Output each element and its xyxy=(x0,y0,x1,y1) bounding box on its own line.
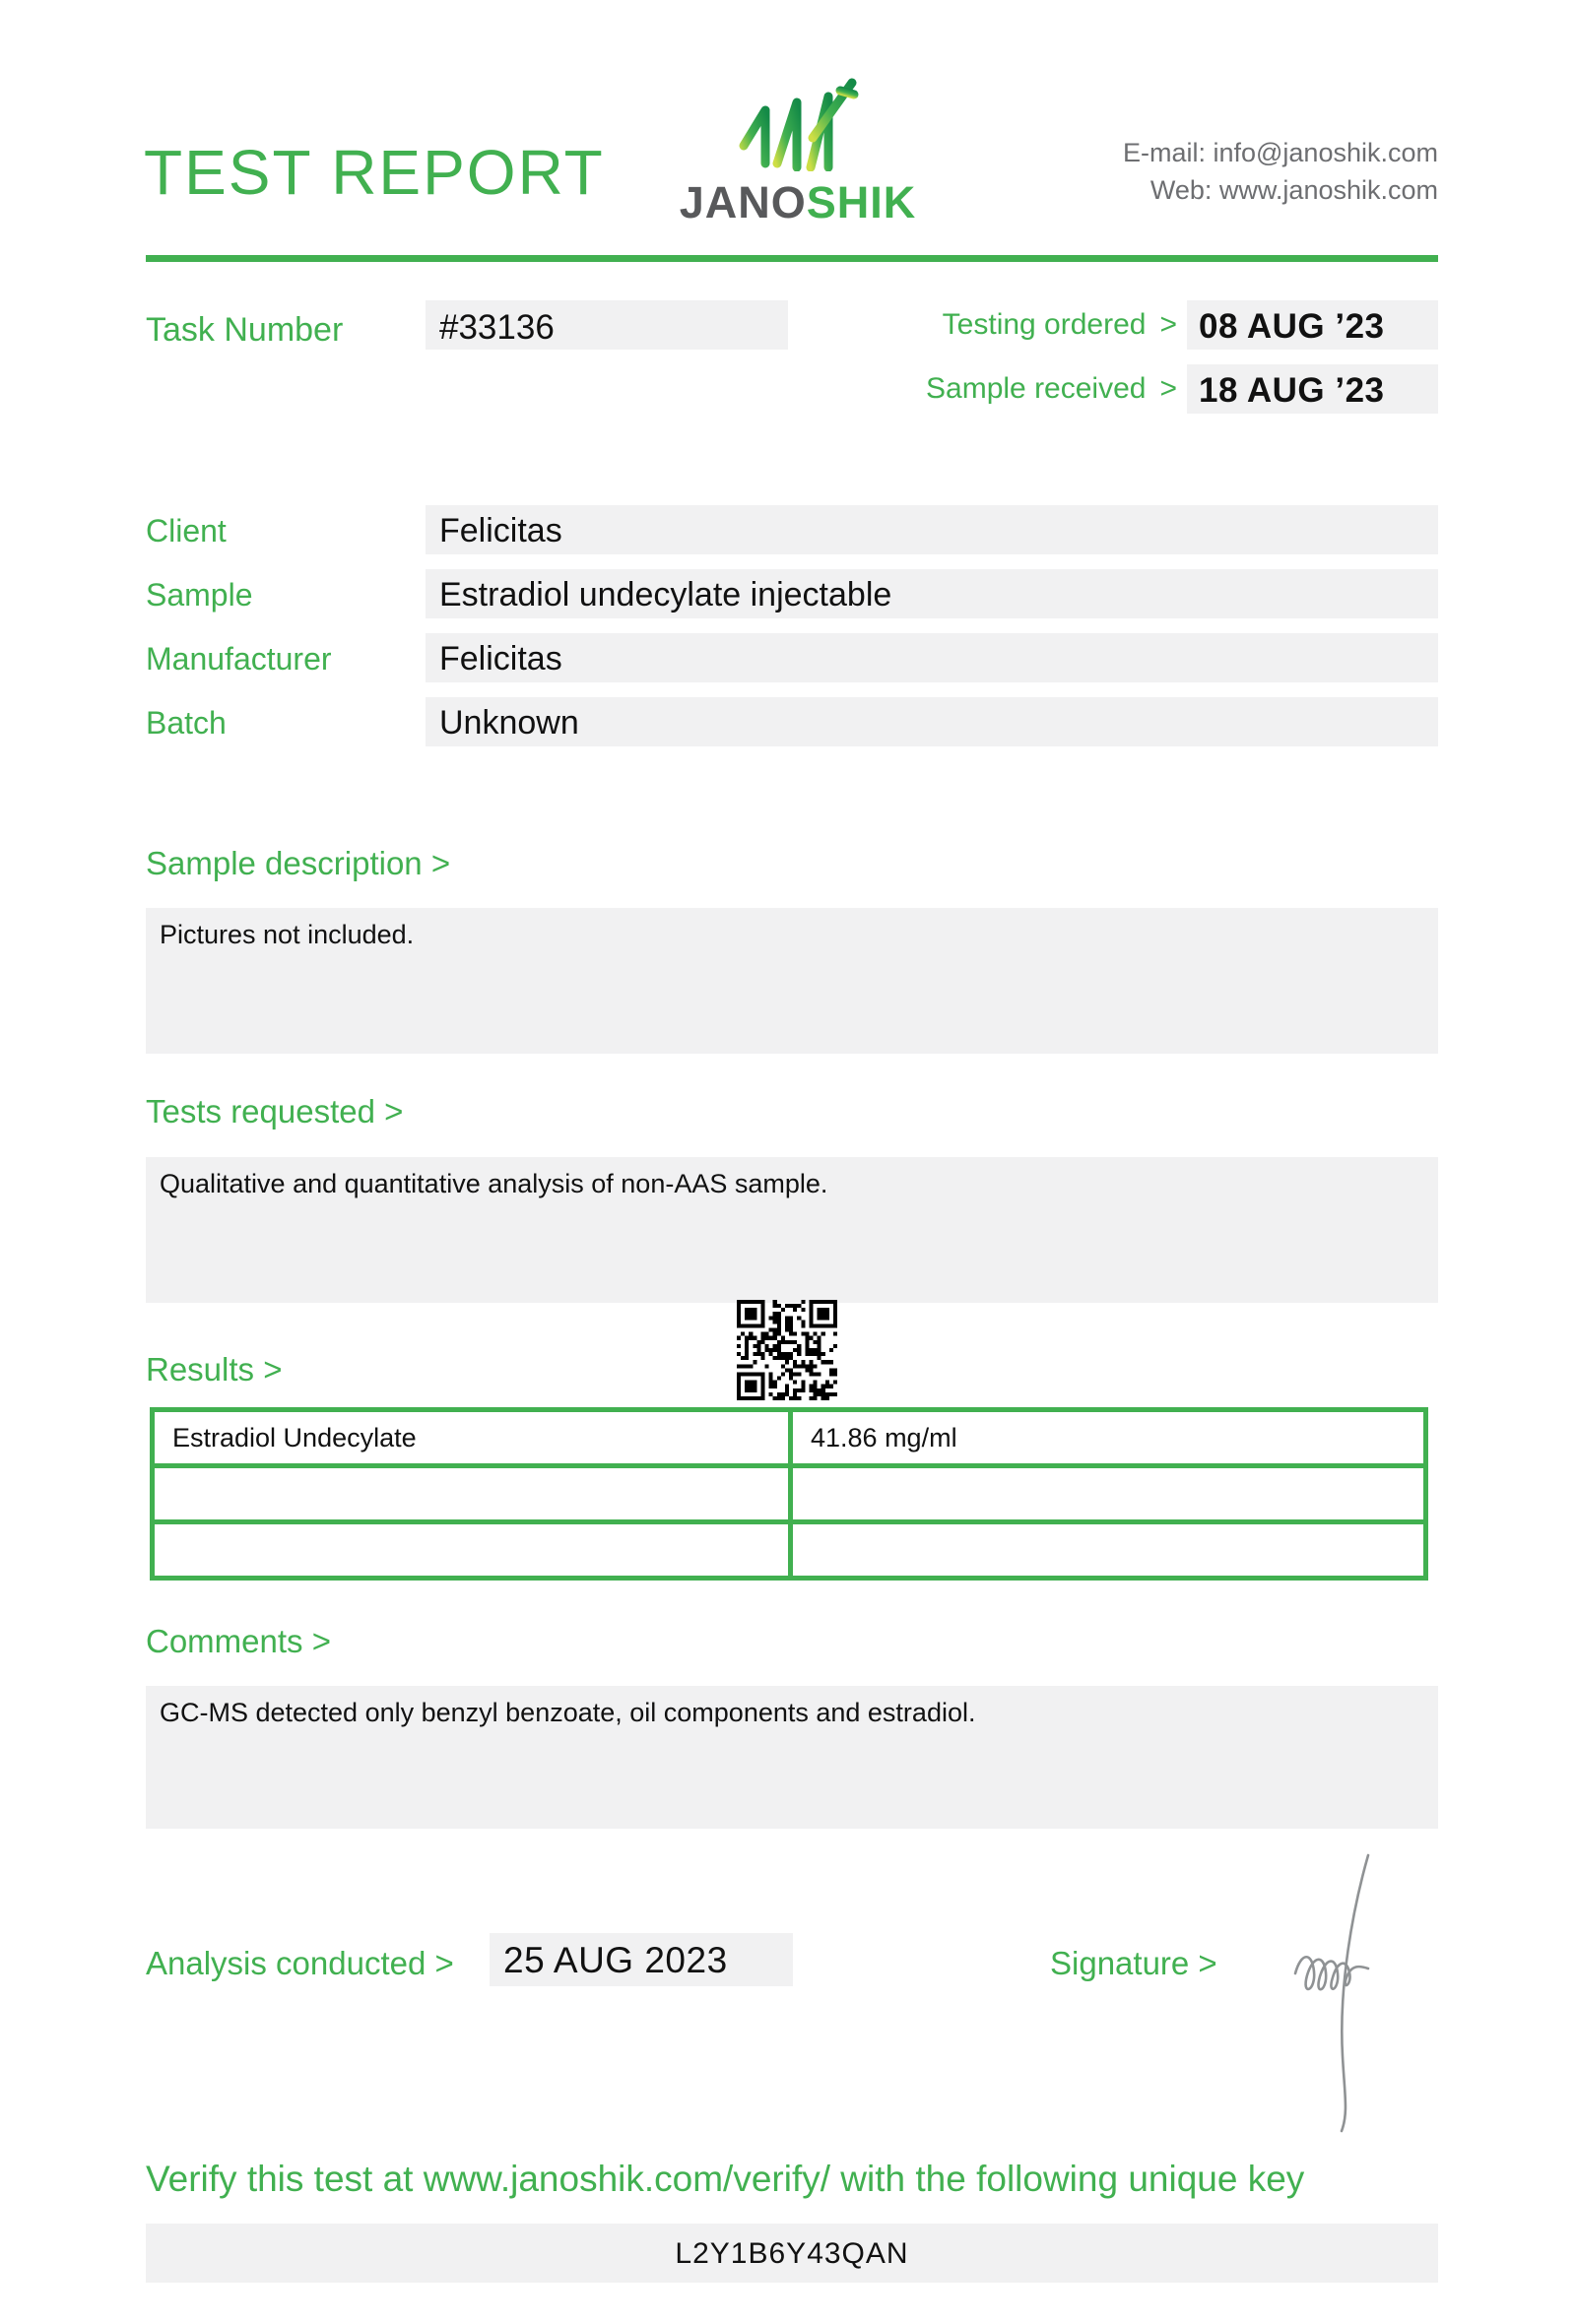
sample-received-value: 18 AUG ’23 xyxy=(1199,371,1385,410)
header-divider xyxy=(146,255,1438,262)
sample-received-label: Sample received xyxy=(926,372,1147,405)
info-row-sample xyxy=(146,569,1438,618)
task-number-field xyxy=(426,300,788,350)
manufacturer-field xyxy=(426,633,1438,682)
qr-code xyxy=(737,1300,837,1400)
sample-description-text: Pictures not included. xyxy=(160,920,415,949)
analysis-date-value: 25 AUG 2023 xyxy=(503,1940,728,1980)
batch-label: Batch xyxy=(146,705,227,741)
client-field xyxy=(426,505,1438,554)
logo-jano: JANO xyxy=(679,177,807,227)
web-line: Web: www.janoshik.com xyxy=(1149,175,1438,205)
result-value xyxy=(791,1466,1426,1522)
sample-received-field xyxy=(1187,364,1438,414)
info-row-batch xyxy=(146,697,1438,746)
results-row xyxy=(153,1410,1426,1466)
unique-key-box xyxy=(146,2224,1438,2283)
testing-ordered-label: Testing ordered xyxy=(942,308,1147,341)
result-substance: Estradiol Undecylate xyxy=(153,1410,791,1466)
task-number-label: Task Number xyxy=(146,311,344,349)
tests-requested-heading: Tests requested > xyxy=(146,1093,404,1130)
tests-requested-box xyxy=(146,1157,1438,1303)
comments-heading: Comments > xyxy=(146,1623,331,1659)
sample-field xyxy=(426,569,1438,618)
testing-ordered-value: 08 AUG ’23 xyxy=(1199,307,1385,346)
info-row-client xyxy=(146,505,1438,554)
arrow-glyph: > xyxy=(1159,372,1177,405)
sample-value: Estradiol undecylate injectable xyxy=(439,576,892,613)
page-title: TEST REPORT xyxy=(144,137,605,208)
sample-description-heading: Sample description > xyxy=(146,845,451,881)
result-substance xyxy=(153,1522,791,1579)
batch-value: Unknown xyxy=(439,704,579,742)
signature-image xyxy=(1266,1849,1433,2135)
logo-wordmark xyxy=(650,177,946,228)
email-line: E-mail: info@janoshik.com xyxy=(1122,138,1438,167)
manufacturer-value: Felicitas xyxy=(439,640,562,678)
results-table xyxy=(150,1407,1428,1581)
info-row-manufacturer xyxy=(146,633,1438,682)
client-value: Felicitas xyxy=(439,512,562,549)
results-row xyxy=(153,1522,1426,1579)
result-value: 41.86 mg/ml xyxy=(791,1410,1426,1466)
chart-growth-icon xyxy=(734,77,862,171)
sample-description-box xyxy=(146,908,1438,1054)
testing-ordered-field xyxy=(1187,300,1438,350)
contact-block xyxy=(1123,134,1438,209)
signature-label: Signature > xyxy=(1050,1945,1217,1981)
sample-label: Sample xyxy=(146,577,253,613)
results-heading: Results > xyxy=(146,1351,283,1388)
task-number-value: #33136 xyxy=(439,308,555,347)
analysis-date-field xyxy=(490,1933,793,1986)
comments-text: GC-MS detected only benzyl benzoate, oil components and estradiol. xyxy=(160,1698,976,1727)
analysis-conducted-label: Analysis conducted > xyxy=(146,1945,454,1981)
client-label: Client xyxy=(146,513,227,549)
arrow-glyph: > xyxy=(1159,308,1177,341)
manufacturer-label: Manufacturer xyxy=(146,641,332,677)
janoshik-logo xyxy=(650,77,946,228)
verify-instruction: Verify this test at www.janoshik.com/verify/ with the following unique key xyxy=(146,2159,1305,2199)
results-row xyxy=(153,1466,1426,1522)
logo-shik: SHIK xyxy=(806,177,917,227)
testing-ordered-row xyxy=(886,300,1177,350)
result-value xyxy=(791,1522,1426,1579)
result-substance xyxy=(153,1466,791,1522)
sample-received-row xyxy=(886,364,1177,414)
unique-key-value: L2Y1B6Y43QAN xyxy=(675,2237,909,2270)
comments-box xyxy=(146,1686,1438,1829)
batch-field xyxy=(426,697,1438,746)
tests-requested-text: Qualitative and quantitative analysis of non-AAS sample. xyxy=(160,1169,828,1198)
